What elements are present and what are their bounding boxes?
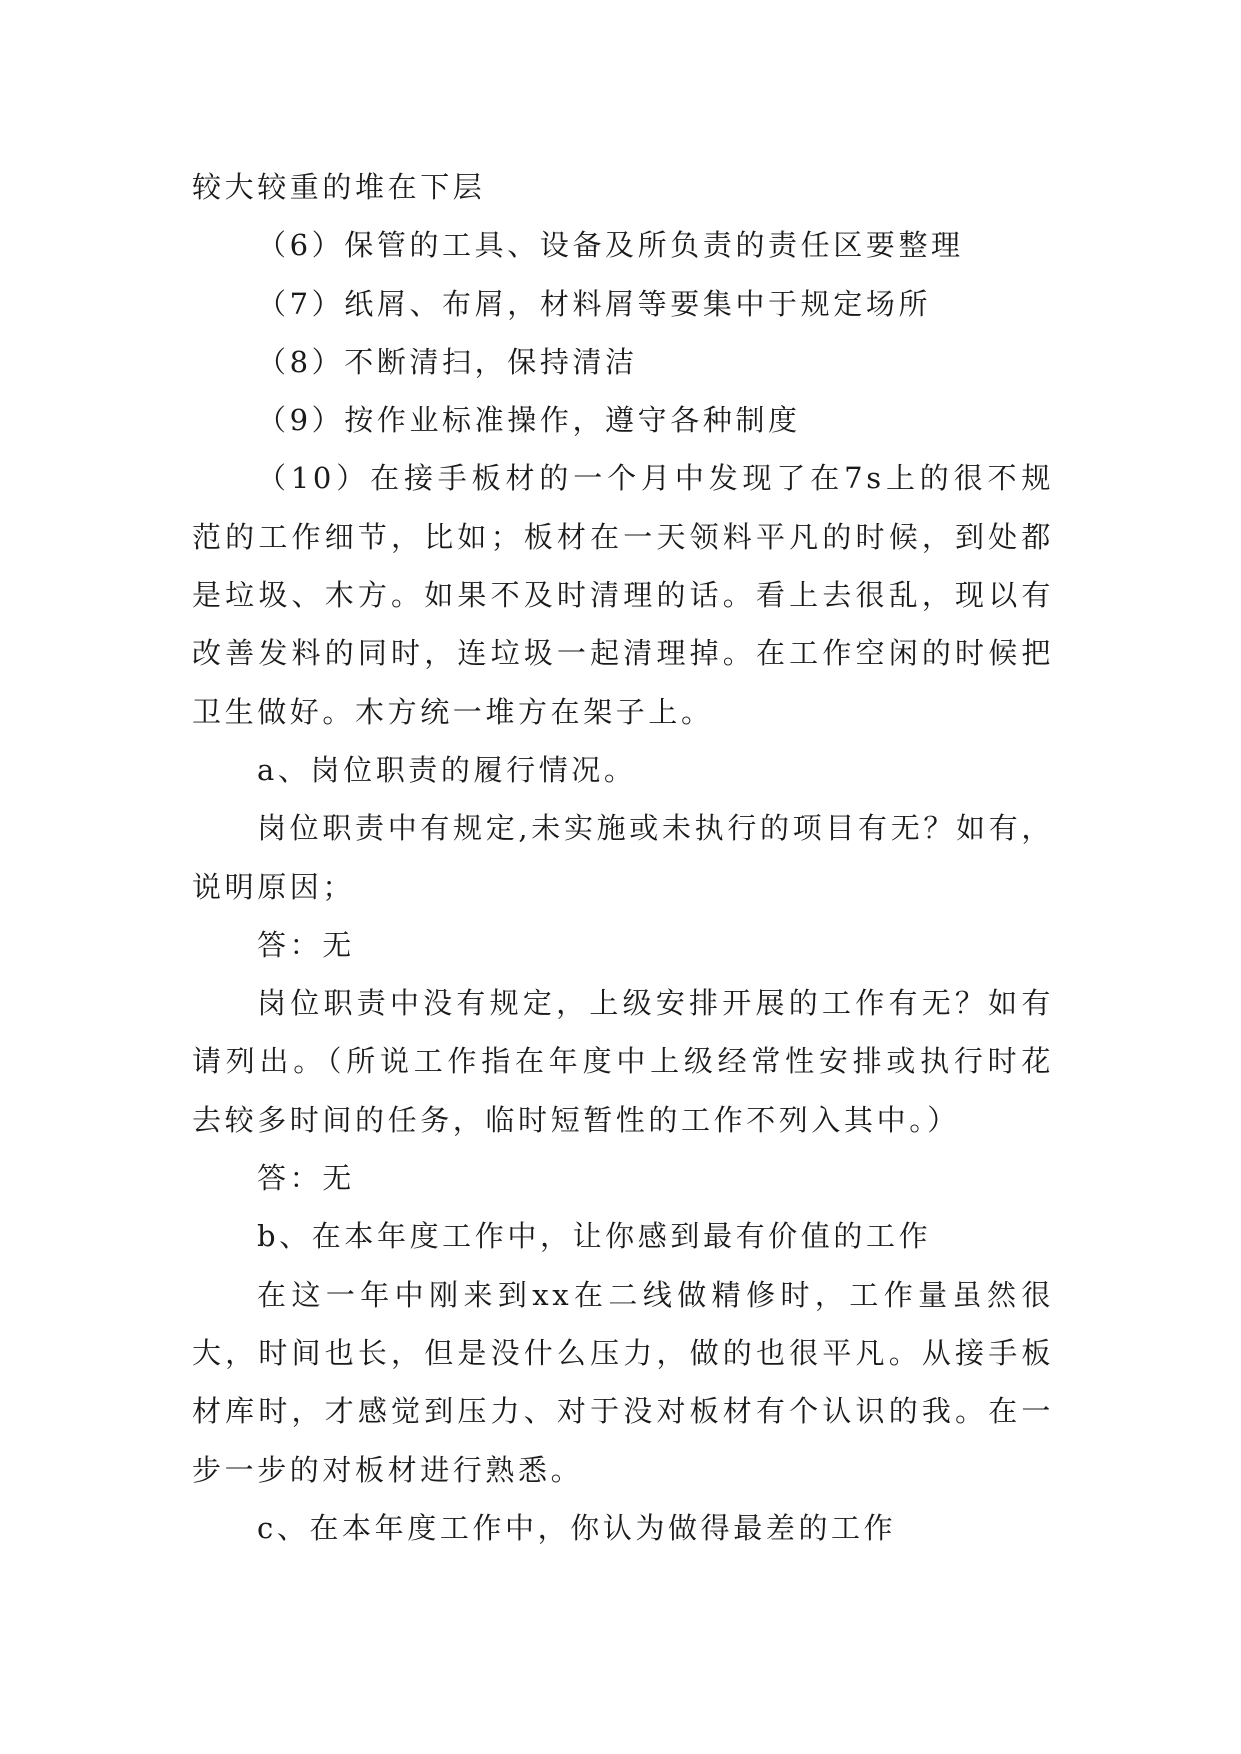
paragraph-item-6: （6）保管的工具、设备及所负责的责任区要整理: [257, 228, 964, 263]
document-body: [192, 158, 1054, 1557]
paragraph-item-7: （7）纸屑、布屑，材料屑等要集中于规定场所: [257, 286, 932, 321]
paragraph-most-valuable-work: 在这一年中刚来到xx在二线做精修时，工作量虽然很大，时间也长，但是没什么压力，做的也很平凡。从接手板材库时，才感觉到压力、对于没对板材有个认识的我。在一步一步的对板材进行熟悉。: [192, 1277, 1054, 1487]
question-unexecuted-duties: 岗位职责中有规定,未实施或未执行的项目有无？如有，说明原因；: [192, 811, 1054, 904]
answer-1: 答：无: [257, 927, 355, 962]
paragraph-item-8: （8）不断清扫，保持清洁: [257, 344, 638, 379]
section-heading-c: c、在本年度工作中，你认为做得最差的工作: [257, 1510, 897, 1545]
paragraph-continued: 较大较重的堆在下层: [192, 170, 486, 204]
section-heading-a: a、岗位职责的履行情况。: [257, 752, 637, 787]
answer-2: 答：无: [257, 1161, 355, 1196]
paragraph-item-9: （9）按作业标准操作，遵守各种制度: [257, 403, 801, 438]
paragraph-item-10: （10）在接手板材的一个月中发现了在7s上的很不规范的工作细节，比如；板材在一天领料平凡的时候，到处都是垃圾、木方。如果不及时清理的话。看上去很乱，现以有改善发料的同时，连垃圾一起清理掉。在工作空闲的时候把卫生做好。木方统一堆方在架子上。: [192, 461, 1054, 729]
section-heading-b: b、在本年度工作中，让你感到最有价值的工作: [257, 1219, 932, 1254]
question-extra-duties: 岗位职责中没有规定，上级安排开展的工作有无？如有请列出。（所说工作指在年度中上级经常性安排或执行时花去较多时间的任务，临时短暂性的工作不列入其中。）: [192, 986, 1054, 1137]
